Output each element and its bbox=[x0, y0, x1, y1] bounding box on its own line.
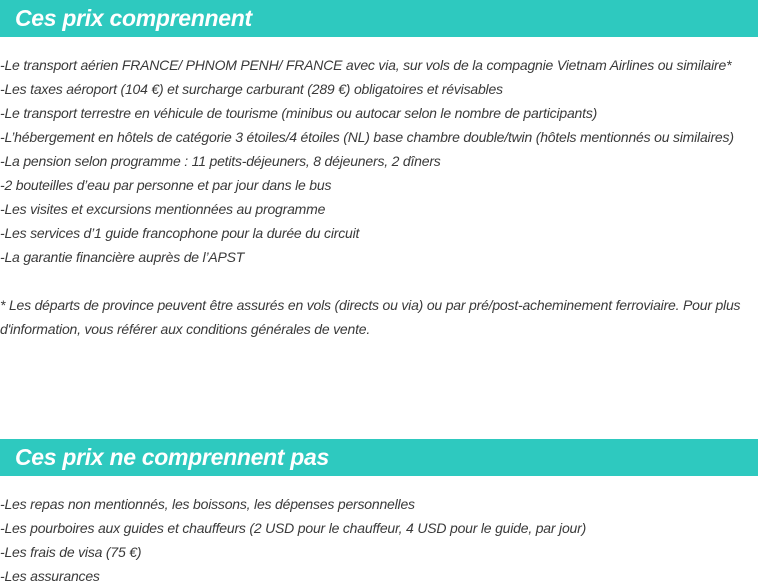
excluded-section-header bbox=[0, 439, 758, 476]
included-item: -Les taxes aéroport (104 €) et surcharge carburant (289 €) obligatoires et révisables bbox=[0, 81, 503, 97]
included-footnote: * Les départs de province peuvent être assurés en vols (directs ou via) ou par pré/post-acheminement ferroviaire. Pour plus d'information, vous référer aux conditions générales de vente. bbox=[0, 297, 741, 337]
excluded-item: -Les pourboires aux guides et chauffeurs (2 USD pour le chauffeur, 4 USD pour le guide, par jour) bbox=[0, 520, 587, 536]
included-item: -Le transport aérien FRANCE/ PHNOM PENH/ FRANCE avec via, sur vols de la compagnie Vietnam Airlines ou similaire* bbox=[0, 57, 732, 73]
included-item: -Les visites et excursions mentionnées au programme bbox=[0, 201, 326, 217]
included-item: -Les services d’1 guide francophone pour la durée du circuit bbox=[0, 225, 360, 241]
excluded-list bbox=[0, 492, 752, 588]
excluded-section-title: Ces prix ne comprennent pas bbox=[15, 444, 329, 470]
excluded-item: -Les frais de visa (75 €) bbox=[0, 544, 142, 560]
included-section-title: Ces prix comprennent bbox=[15, 5, 252, 31]
excluded-item: -Les repas non mentionnés, les boissons, les dépenses personnelles bbox=[0, 496, 415, 512]
excluded-item: -Les assurances bbox=[0, 568, 100, 584]
included-list bbox=[0, 53, 752, 341]
included-section-header bbox=[0, 0, 758, 37]
included-item: -La garantie financière auprès de l’APST bbox=[0, 249, 245, 265]
included-item: -Le transport terrestre en véhicule de tourisme (minibus ou autocar selon le nombre de participants) bbox=[0, 105, 598, 121]
spacer bbox=[0, 269, 752, 293]
included-item: -L’hébergement en hôtels de catégorie 3 étoiles/4 étoiles (NL) base chambre double/twin (hôtels mentionnés ou similaires) bbox=[0, 129, 734, 145]
included-item: -2 bouteilles d’eau par personne et par jour dans le bus bbox=[0, 177, 332, 193]
included-item: -La pension selon programme : 11 petits-déjeuners, 8 déjeuners, 2 dîners bbox=[0, 153, 441, 169]
